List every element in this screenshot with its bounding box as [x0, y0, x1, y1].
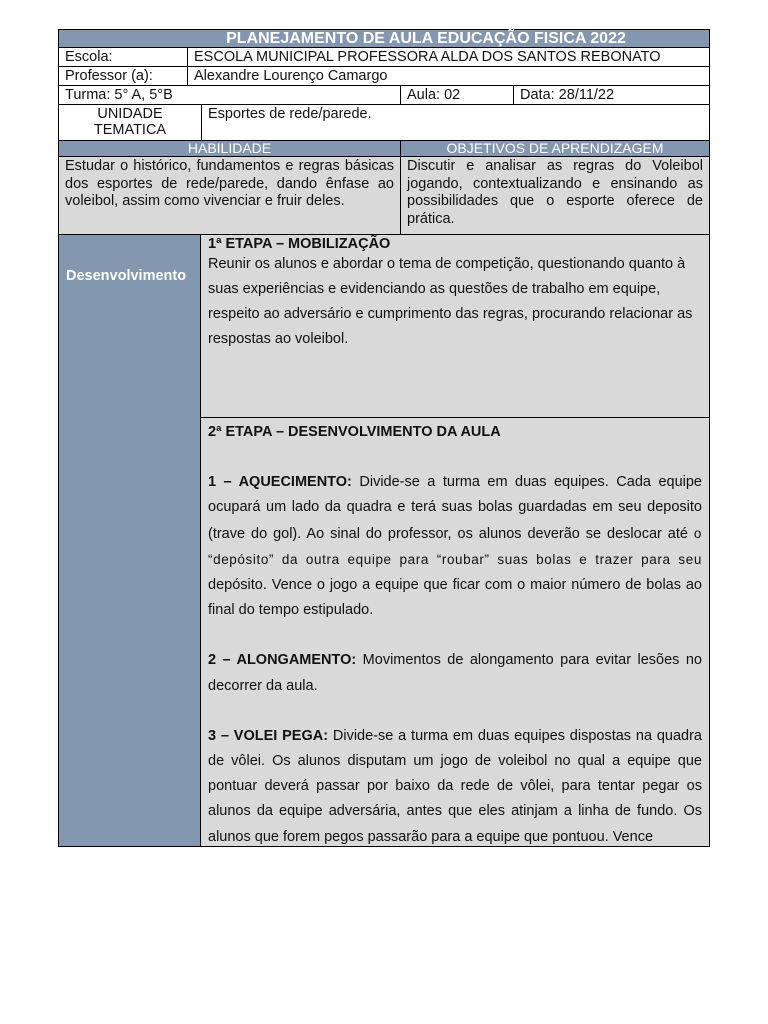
goals-row — [58, 157, 710, 235]
unit-value: Esportes de rede/parede. — [201, 105, 709, 140]
warmup-text-b: o “depósito” da outra equipe para “roubar” suas bolas e trazer para seu — [208, 525, 702, 567]
warmup-text-a: Divide-se a turma em duas equipes. Cada equipe ocupará um lado da quadra e terá suas bolas guardadas em seu deposito (trave do gol). Ao sinal do professor, os alunos deverão se deslocar até — [208, 474, 702, 542]
class-aula: Aula: 02 — [400, 86, 513, 104]
warmup-text-c: depósito. Vence o jogo a equipe que ficar com o maior número de bolas ao final do tempo estipulado. — [208, 577, 702, 619]
volley-paragraph — [208, 724, 702, 846]
warmup-label: 1 – AQUECIMENTO: — [208, 474, 352, 491]
school-row — [58, 48, 710, 67]
class-turma: Turma: 5° A, 5°B — [65, 87, 173, 103]
stage1-title: 1ª ETAPA – MOBILIZAÇÃO — [208, 236, 391, 252]
volley-text: Divide-se a turma em duas equipes dispostas na quadra de vôlei. Os alunos disputam um jogo de voleibol no qual a equipe que pontuar deverá passar por baixo da rede de vôlei, para tentar pegar os alunos da equipe adversária, antes que eles atinjam a linha de fundo. Os alunos que forem pegos passarão para a equipe que pontuou. Vence — [208, 727, 702, 845]
section-headers — [58, 141, 710, 157]
teacher-value: Alexandre Lourenço Camargo — [187, 67, 709, 85]
teacher-row — [58, 67, 710, 86]
school-value: ESCOLA MUNICIPAL PROFESSORA ALDA DOS SANTOS REBONATO — [187, 48, 709, 66]
skill-header: HABILIDADE — [187, 140, 272, 156]
objectives-header: OBJETIVOS DE APRENDIZAGEM — [400, 141, 709, 156]
unit-row — [58, 105, 710, 141]
class-row — [58, 86, 710, 105]
volley-label: 3 – VOLEI PEGA: — [208, 727, 329, 744]
unit-label-line1: UNIDADE — [97, 106, 163, 122]
stage2-cell — [201, 418, 709, 846]
school-label: Escola: — [65, 49, 113, 65]
stretch-paragraph — [208, 648, 702, 698]
objectives-text: Discutir e analisar as regras do Voleibol jogando, contextualizando e ensinando as possibilidades que o esporte oferece de prática. — [400, 157, 709, 234]
document-title: PLANEJAMENTO DE AULA EDUCAÇÃO FISICA 2022 — [226, 30, 626, 47]
stage1-cell — [201, 235, 709, 418]
lesson-plan-document — [58, 29, 710, 847]
unit-label — [59, 105, 201, 140]
teacher-label: Professor (a): — [65, 68, 153, 84]
stage2-title: 2ª ETAPA – DESENVOLVIMENTO DA AULA — [208, 424, 501, 440]
development-content — [201, 235, 709, 846]
development-section — [58, 235, 710, 847]
title-row — [58, 29, 710, 48]
stretch-text: Movimentos de alongamento para evitar lesões no decorrer da aula. — [208, 652, 702, 694]
unit-label-line2: TEMATICA — [93, 122, 167, 138]
stage1-text: Reunir os alunos e abordar o tema de competição, questionando quanto à suas experiências e evidenciando as questões de trabalho em equipe, respeito ao adversário e cumprimento das regras, procurando relacionar as respostas ao voleibol. — [208, 256, 693, 347]
warmup-paragraph — [208, 470, 702, 623]
stretch-label: 2 – ALONGAMENTO: — [208, 652, 357, 669]
class-date: Data: 28/11/22 — [513, 86, 709, 104]
skill-text: Estudar o histórico, fundamentos e regras básicas dos esportes de rede/parede, dando ênfase ao voleibol, assim como vivenciar e fruir deles. — [65, 158, 394, 209]
development-label: Desenvolvimento — [59, 235, 201, 846]
